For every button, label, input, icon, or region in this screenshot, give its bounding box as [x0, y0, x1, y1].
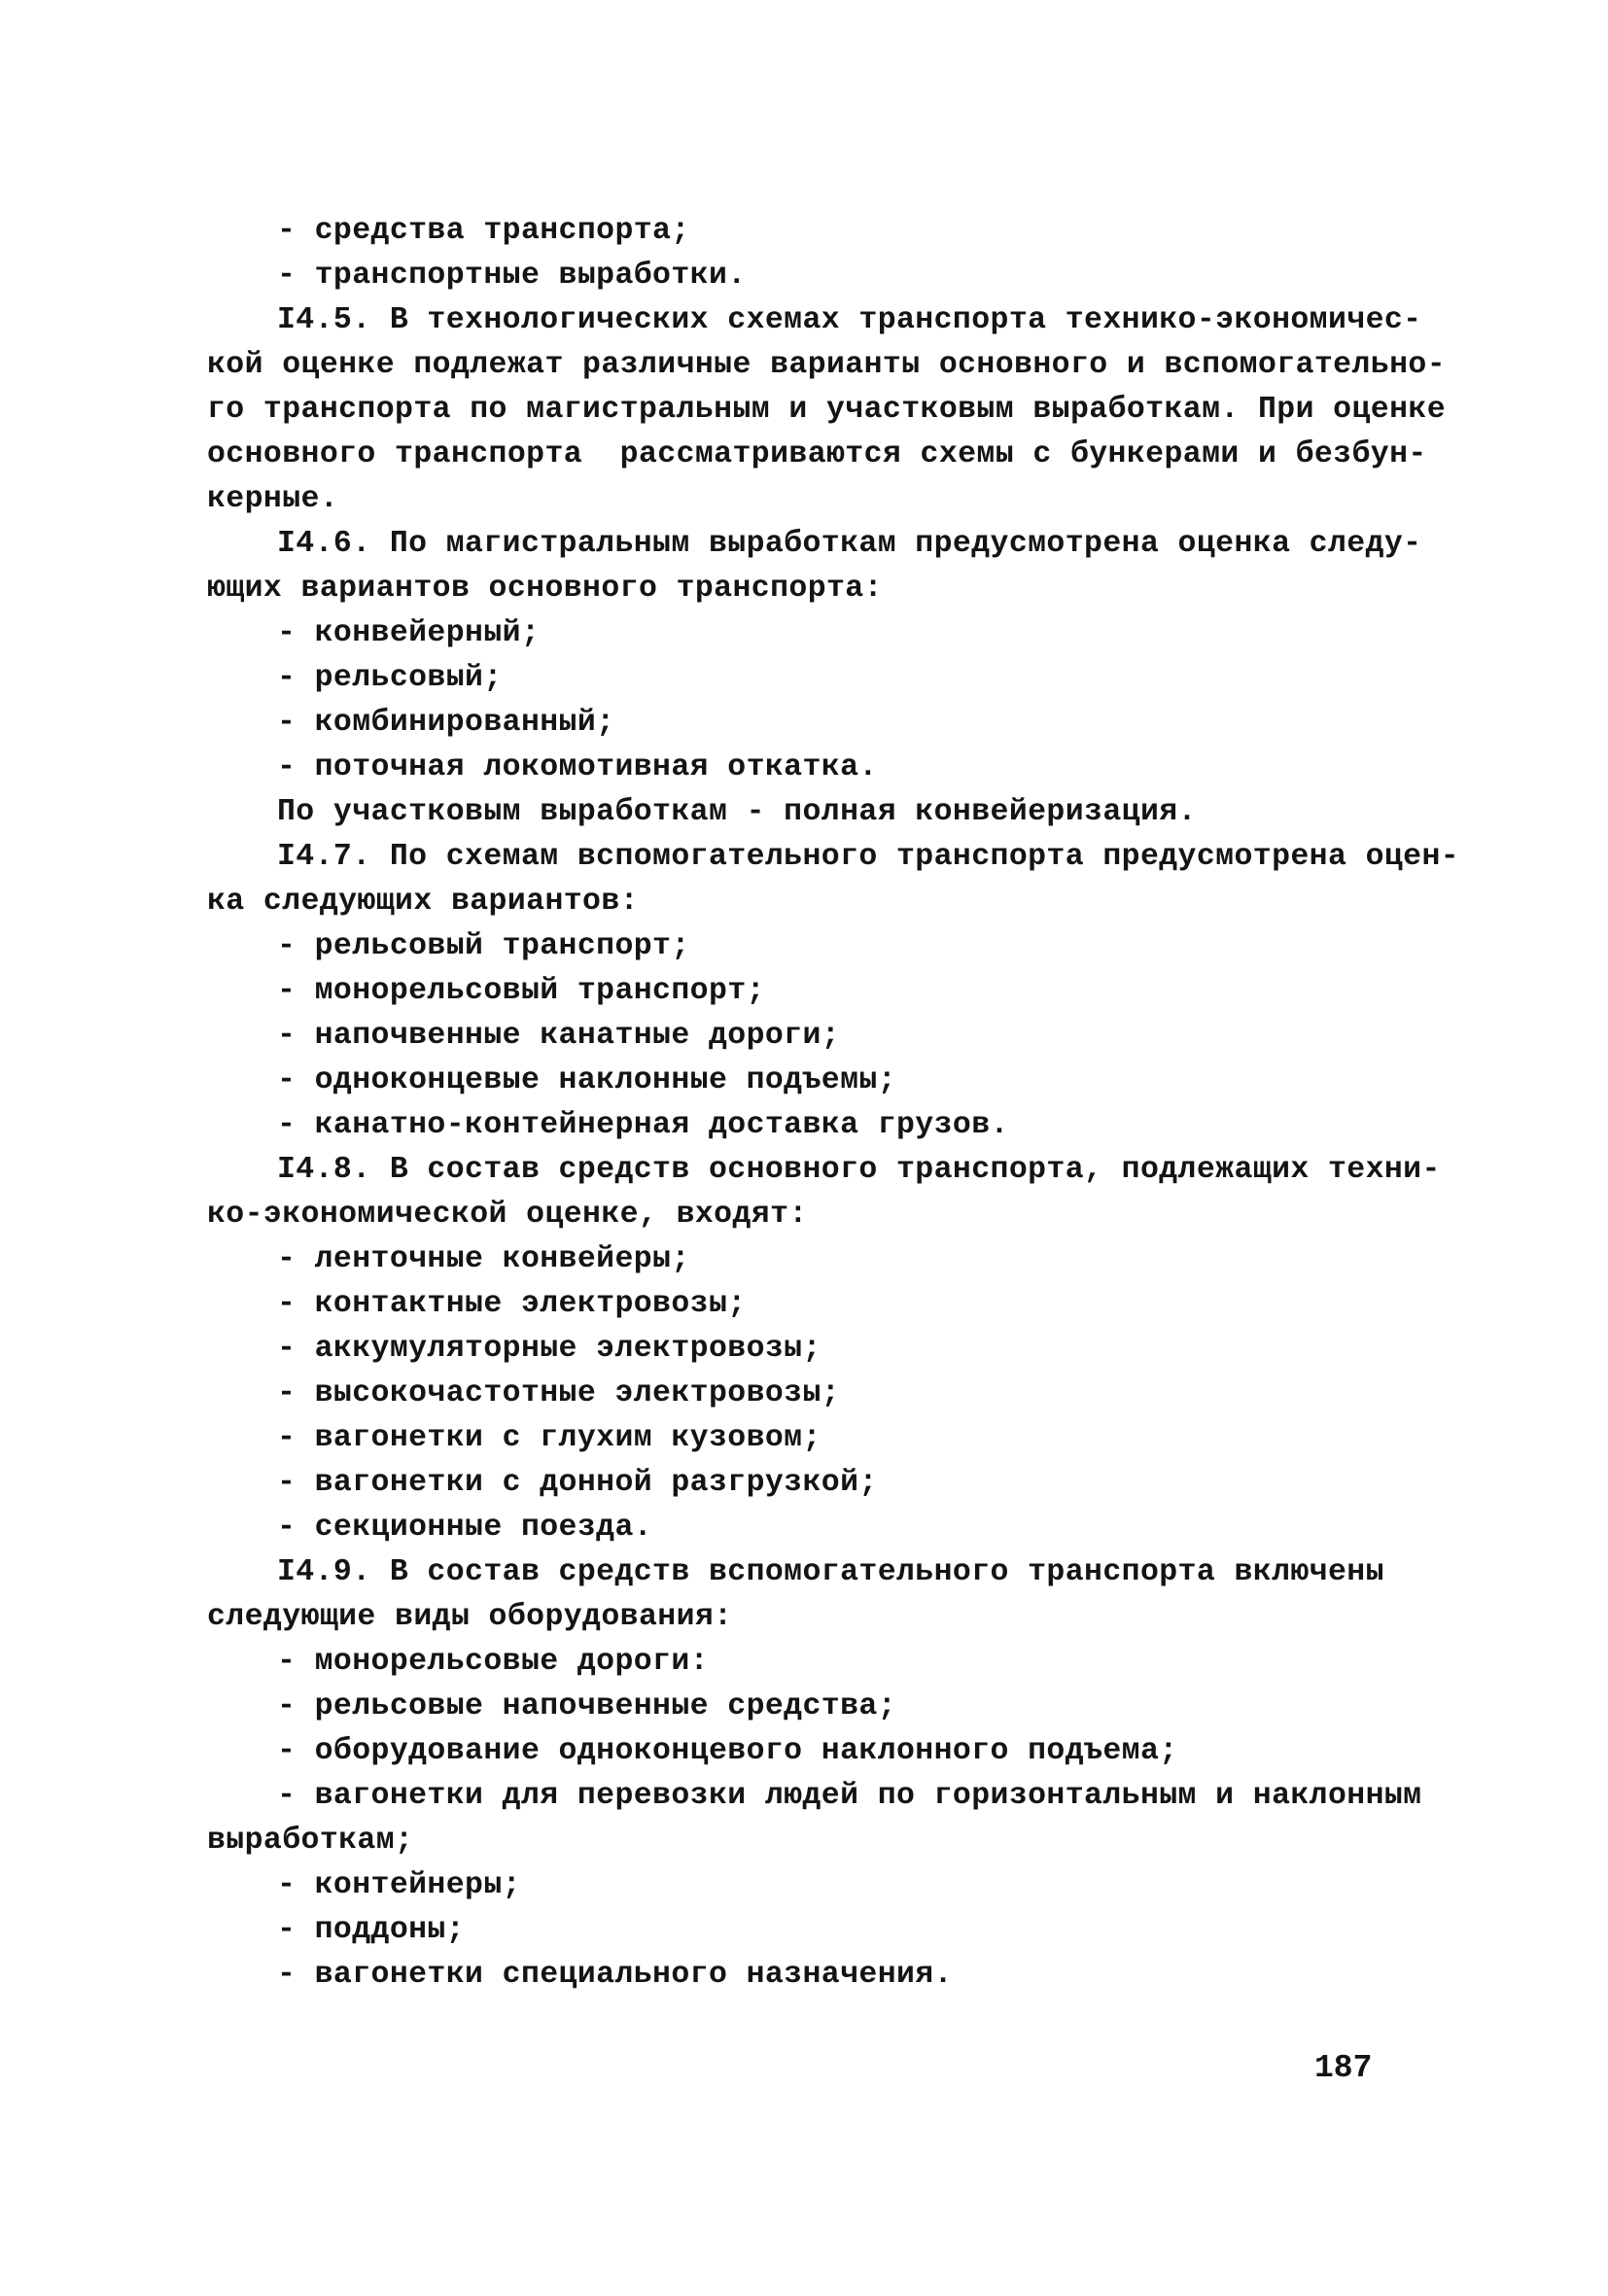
text-line: - рельсовые напочвенные средства;	[277, 1689, 897, 1723]
text-line: - средства транспорта;	[277, 214, 690, 248]
text-line: - монорельсовый транспорт;	[277, 974, 765, 1008]
text-line: - аккумуляторные электровозы;	[277, 1332, 821, 1366]
text-line: основного транспорта рассматриваются схемы с бункерами и безбун-	[207, 437, 1427, 471]
text-line: - ленточные конвейеры;	[277, 1242, 690, 1276]
text-line: - комбинированный;	[277, 706, 615, 740]
text-line: - рельсовый транспорт;	[277, 929, 690, 963]
text-line: I4.5. В технологических схемах транспорта технико-экономичес-	[277, 303, 1422, 337]
text-line: - высокочастотные электровозы;	[277, 1376, 841, 1410]
text-line: I4.8. В состав средств основного транспорта, подлежащих техни-	[277, 1153, 1441, 1187]
text-line: - поточная локомотивная откатка.	[277, 750, 878, 784]
text-line: - канатно-контейнерная доставка грузов.	[277, 1108, 1009, 1142]
text-line: ка следующих вариантов:	[207, 885, 639, 919]
text-line: - вагонетки с донной разгрузкой;	[277, 1466, 878, 1500]
text-line: По участковым выработкам - полная конвейеризация.	[277, 795, 1197, 829]
text-line: следующие виды оборудования:	[207, 1600, 733, 1634]
text-line: - одноконцевые наклонные подъемы;	[277, 1063, 897, 1097]
text-line: - конвейерный;	[277, 616, 541, 650]
text-line: выработкам;	[207, 1824, 414, 1858]
text-line: ющих вариантов основного транспорта:	[207, 572, 883, 606]
page-number: 187	[1314, 2050, 1373, 2086]
text-line: - вагонетки для перевозки людей по горизонтальным и наклонным	[277, 1779, 1422, 1813]
text-line: - транспортные выработки.	[277, 259, 747, 293]
text-line: - контейнеры;	[277, 1868, 521, 1902]
text-line: I4.7. По схемам вспомогательного транспорта предусмотрена оцен-	[277, 840, 1460, 874]
text-line: ко-экономической оценке, входят:	[207, 1198, 808, 1232]
text-line: - секционные поезда.	[277, 1511, 653, 1545]
text-line: I4.9. В состав средств вспомогательного транспорта включены	[277, 1555, 1384, 1589]
text-line: го транспорта по магистральным и участковым выработкам. При оценке	[207, 393, 1447, 427]
text-line: - рельсовый;	[277, 661, 503, 695]
text-line: - поддоны;	[277, 1913, 466, 1947]
text-line: - напочвенные канатные дороги;	[277, 1019, 841, 1053]
text-line: керные.	[207, 482, 339, 516]
text-line: - монорельсовые дороги:	[277, 1645, 709, 1679]
text-line: I4.6. По магистральным выработкам предусмотрена оценка следу-	[277, 527, 1422, 561]
text-line: - контактные электровозы;	[277, 1287, 747, 1321]
text-line: - вагонетки специального назначения.	[277, 1958, 953, 1992]
text-line: - вагонетки с глухим кузовом;	[277, 1421, 821, 1455]
text-line: кой оценке подлежат различные варианты основного и вспомогательно-	[207, 348, 1447, 382]
text-line: - оборудование одноконцевого наклонного подъема;	[277, 1734, 1178, 1768]
